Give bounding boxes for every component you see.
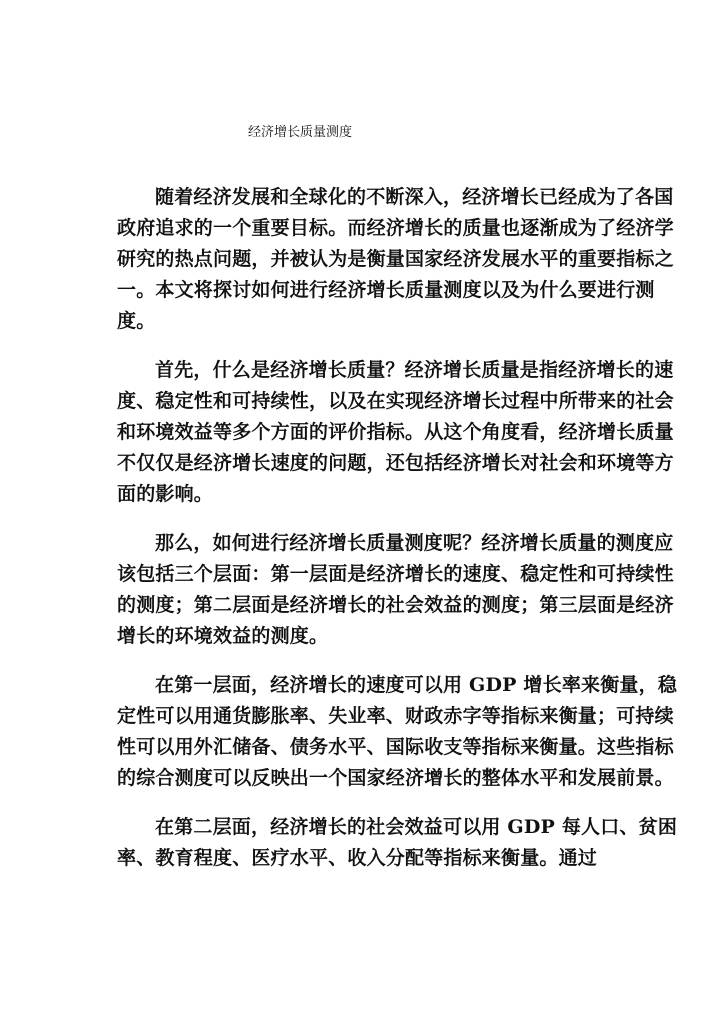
paragraph-3: 那么，如何进行经济增长质量测度呢？经济增长质量的测度应该包括三个层面：第一层面是经济增长的速度、稳定性和可持续性的测度；第二层面是经济增长的社会效益的测度；第三层面是经济增长的环境效益的测度。: [117, 532, 674, 647]
document-title: 经济增长质量测度: [248, 125, 353, 140]
paragraph-1: 随着经济发展和全球化的不断深入，经济增长已经成为了各国政府追求的一个重要目标。而经济增长的质量也逐渐成为了经济学研究的热点问题，并被认为是衡量国家经济发展水平的重要指标之一。本文将探讨如何进行经济增长质量测度以及为什么要进行测度。: [117, 186, 674, 332]
paragraph-2: 首先，什么是经济增长质量？经济增长质量是指经济增长的速度、稳定性和可持续性，以及在实现经济增长过程中所带来的社会和环境效益等多个方面的评价指标。从这个角度看，经济增长质量不仅仅是经济增长速度的问题，还包括经济增长对社会和环境等方面的影响。: [117, 359, 674, 505]
document-body: [117, 182, 679, 892]
paragraph-4: 在第一层面，经济增长的速度可以用 GDP 增长率来衡量，稳定性可以用通货膨胀率、失业率、财政赤字等指标来衡量；可持续性可以用外汇储备、债务水平、国际收支等指标来衡量。这些指标的综合测度可以反映出一个国家经济增长的整体水平和发展前景。: [117, 674, 678, 789]
paragraph-5: 在第二层面，经济增长的社会效益可以用 GDP 每人口、贫困率、教育程度、医疗水平、收入分配等指标来衡量。通过: [117, 816, 678, 869]
